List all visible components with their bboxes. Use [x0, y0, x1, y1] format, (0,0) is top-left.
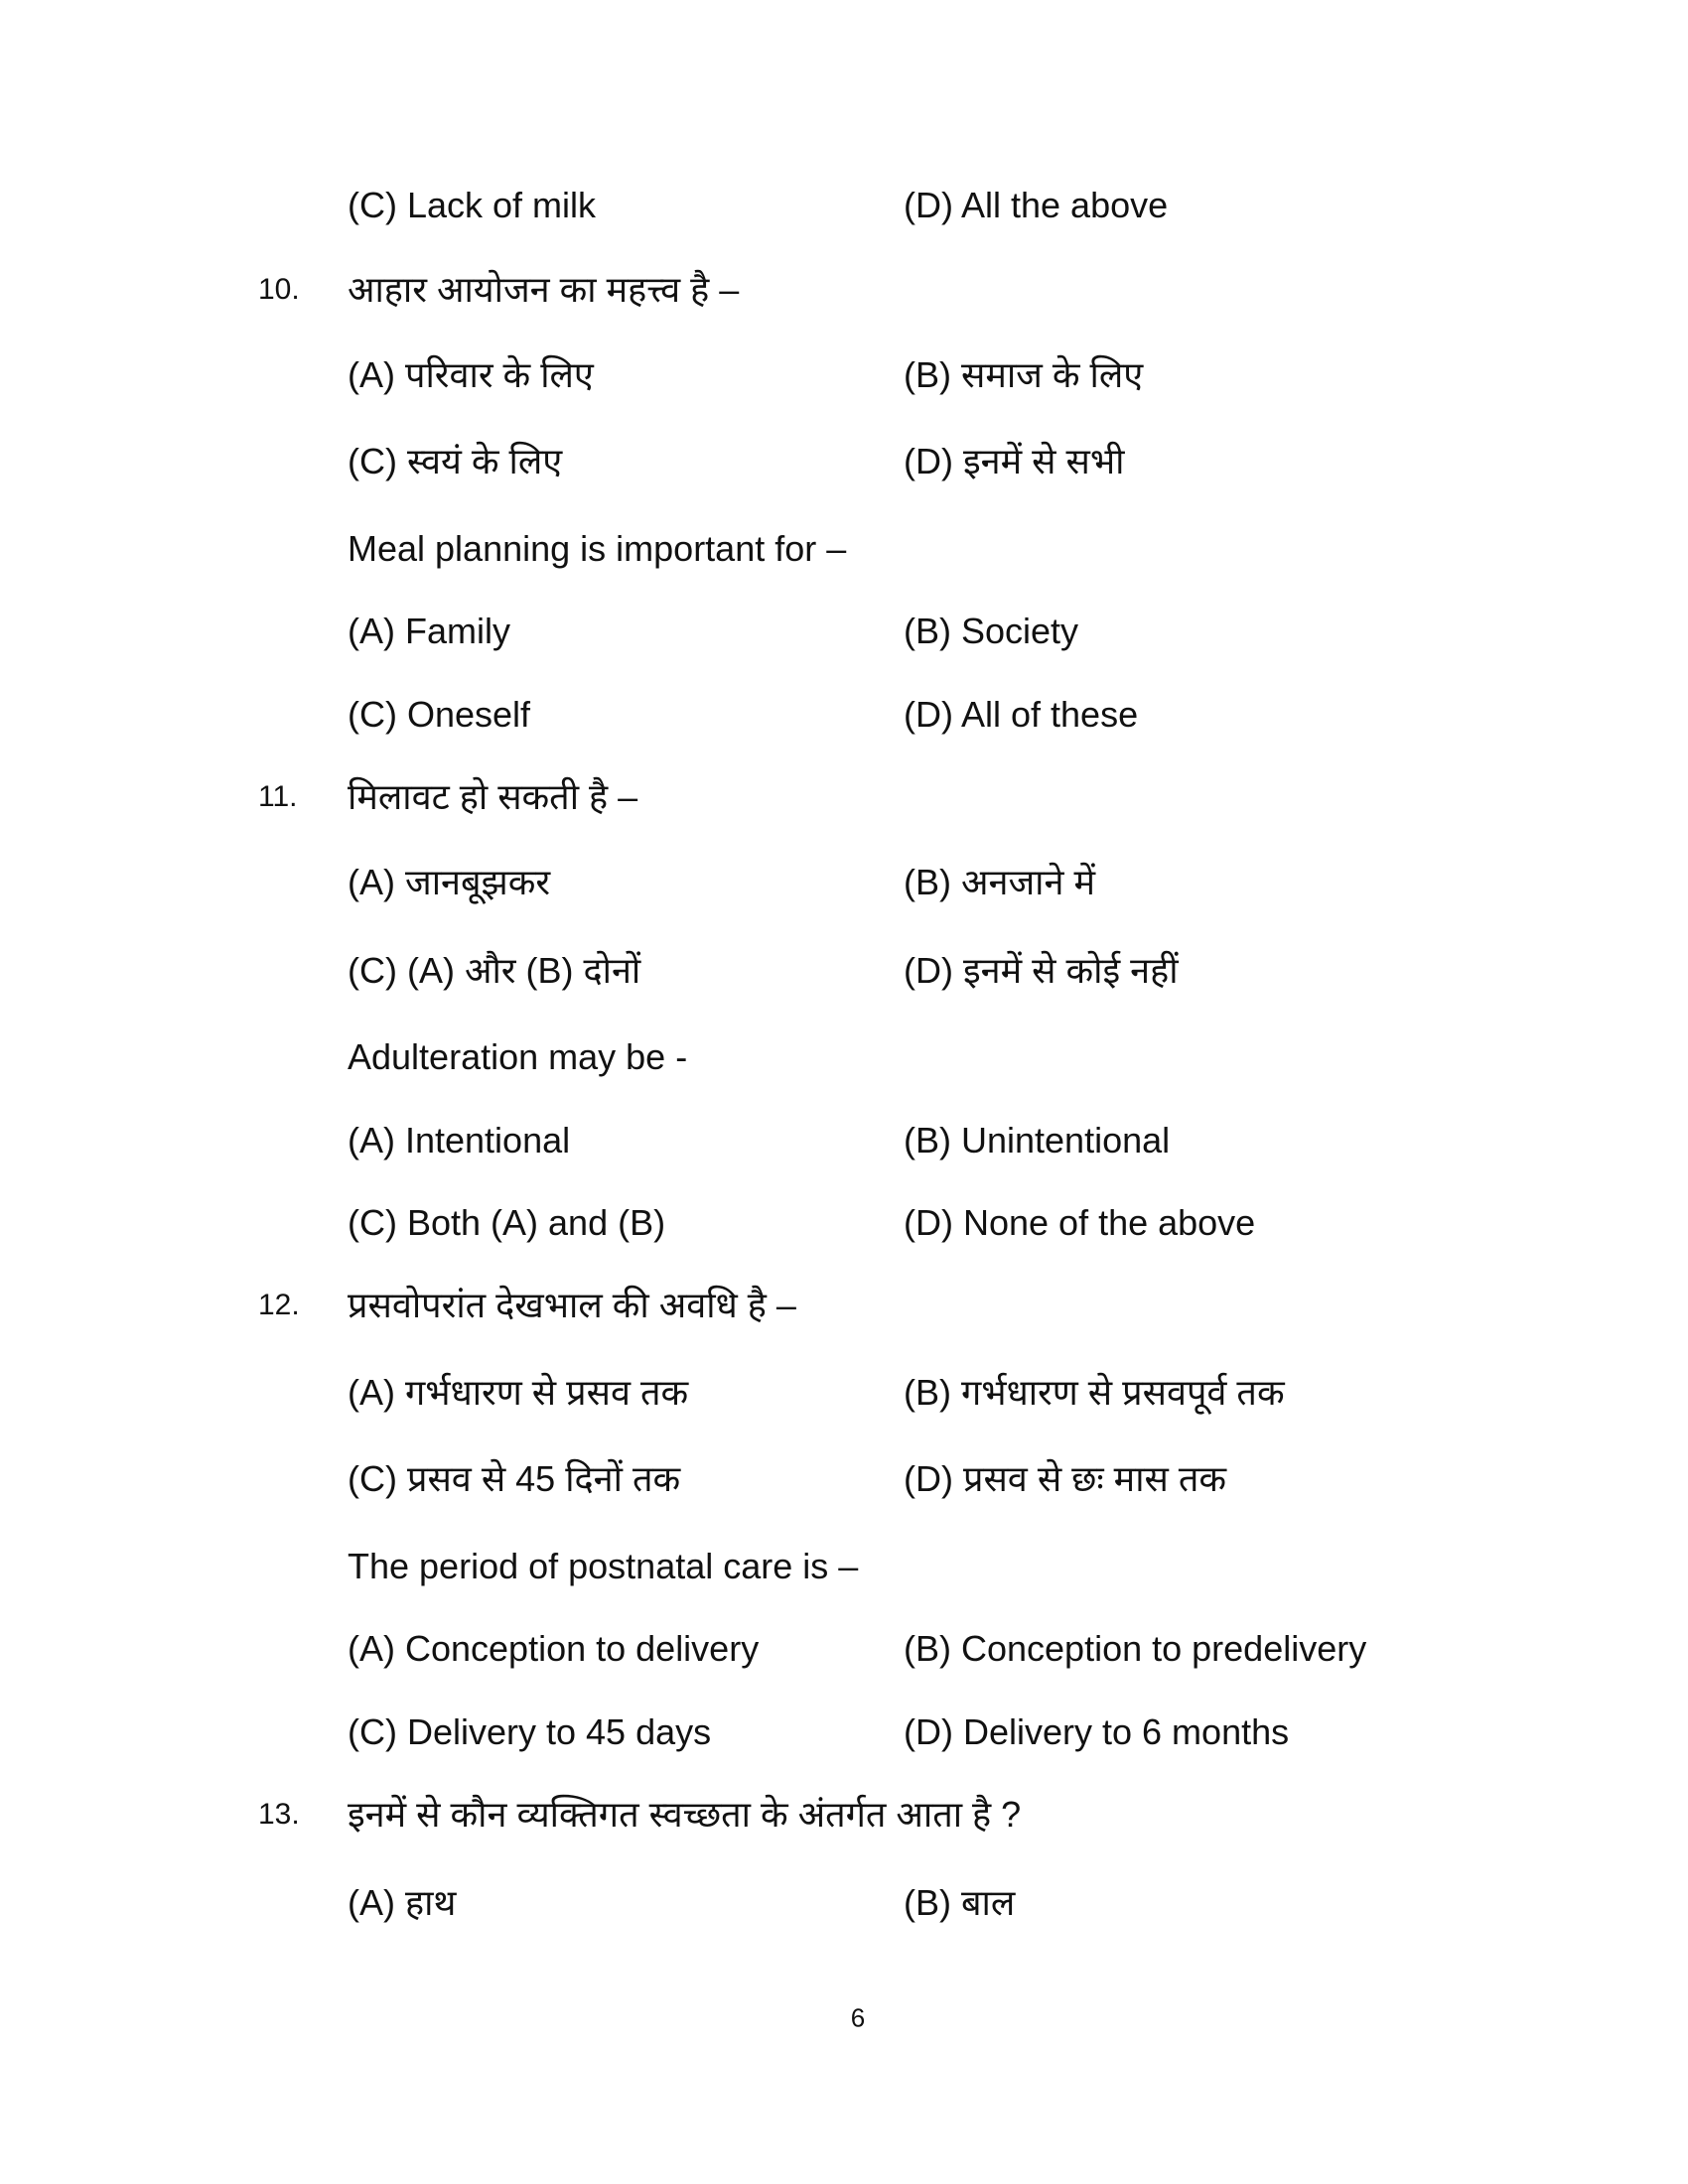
option-left: (C) प्रसव से 45 दिनों तक [348, 1458, 681, 1499]
option-left: (A) गर्भधारण से प्रसव तक [348, 1372, 689, 1413]
question-text: The period of postnatal care is – [348, 1546, 859, 1586]
option-right: (D) इनमें से कोई नहीं [904, 950, 1179, 991]
option-left: (A) जानबूझकर [348, 862, 551, 902]
option-left: (C) Oneself [348, 694, 531, 735]
question-number: 11. [258, 780, 298, 813]
option-left: (A) हाथ [348, 1882, 457, 1923]
option-right: (D) All the above [904, 185, 1169, 225]
option-right: (B) Society [904, 611, 1079, 651]
question-text: इनमें से कौन व्यक्तिगत स्वच्छता के अंतर्गत आता है ? [348, 1794, 1022, 1835]
option-left: (A) परिवार के लिए [348, 354, 594, 395]
option-left: (A) Conception to delivery [348, 1628, 760, 1669]
option-left: (A) Intentional [348, 1120, 571, 1160]
question-number: 10. [258, 273, 300, 306]
option-right: (B) समाज के लिए [904, 354, 1144, 395]
option-right: (B) गर्भधारण से प्रसवपूर्व तक [904, 1372, 1285, 1413]
option-left: (A) Family [348, 611, 510, 651]
option-right: (D) Delivery to 6 months [904, 1711, 1290, 1752]
question-number: 13. [258, 1798, 300, 1831]
option-left: (C) स्वयं के लिए [348, 441, 563, 481]
option-right: (B) Unintentional [904, 1120, 1171, 1160]
question-text: प्रसवोपरांत देखभाल की अवधि है – [348, 1285, 796, 1325]
option-right: (B) अनजाने में [904, 862, 1096, 902]
option-right: (B) बाल [904, 1882, 1016, 1923]
option-left: (C) (A) और (B) दोनों [348, 950, 641, 991]
option-left: (C) Delivery to 45 days [348, 1711, 712, 1752]
option-right: (D) All of these [904, 694, 1139, 735]
option-right: (D) None of the above [904, 1202, 1256, 1243]
question-text: आहार आयोजन का महत्त्व है – [348, 269, 740, 310]
option-right: (D) इनमें से सभी [904, 441, 1125, 481]
option-right: (D) प्रसव से छः मास तक [904, 1458, 1227, 1499]
option-left: (C) Both (A) and (B) [348, 1202, 666, 1243]
page-number: 6 [850, 2002, 866, 2033]
question-text: Adulteration may be - [348, 1036, 688, 1077]
question-text: Meal planning is important for – [348, 528, 847, 569]
option-left: (C) Lack of milk [348, 185, 597, 225]
option-right: (B) Conception to predelivery [904, 1628, 1367, 1669]
question-text: मिलावट हो सकती है – [348, 776, 638, 817]
question-number: 12. [258, 1289, 300, 1321]
